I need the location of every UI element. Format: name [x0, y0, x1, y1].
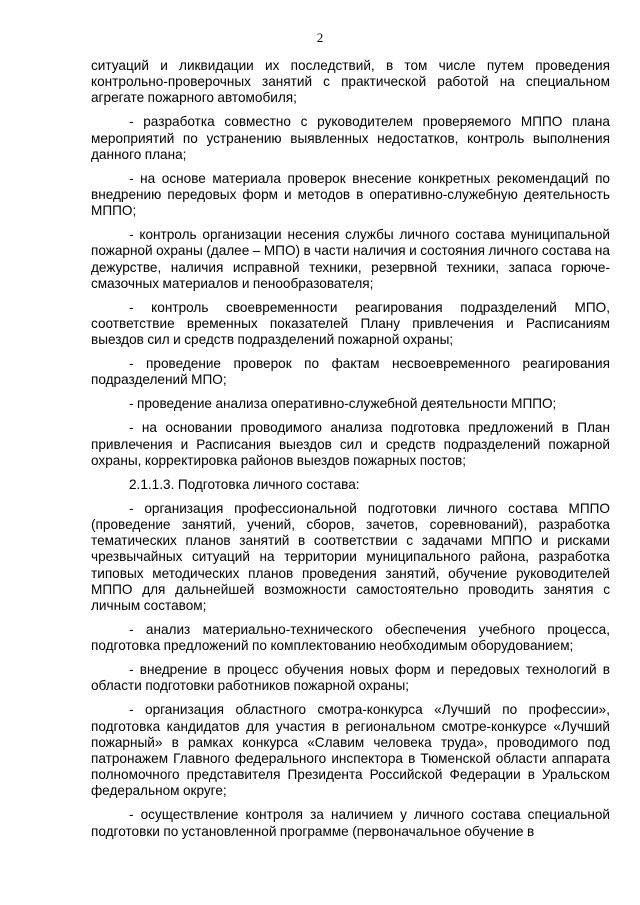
paragraph: - внедрение в процесс обучения новых форм и передовых технологий в области подготовки работников пожарной охраны;: [91, 662, 610, 694]
paragraph: - организация профессиональной подготовки личного состава МППО (проведение занятий, учений, сборов, зачетов, соревнований), разработка тематических планов занятий в соответствии с задачами МППО и рисками чрезвычайных ситуаций на территории муниципального района, разработка типовых методических планов проведения занятий, обучение руководителей МППО для дальнейшей возможности самостоятельно проводить занятия с личным составом;: [91, 500, 610, 614]
paragraph: - контроль организации несения службы личного состава муниципальной пожарной охраны (далее – МПО) в части наличия и состояния личного состава на дежурстве, наличия исправной техники, резервной техники, запаса горюче-смазочных материалов и пенообразователя;: [91, 227, 610, 291]
page-number: 2: [316, 30, 324, 45]
paragraph: - организация областного смотра-конкурса «Лучший по профессии», подготовка кандидатов для участия в региональном смотре-конкурсе «Лучший пожарный» в рамках конкурса «Славим человека труда», проводимого под патронажем Главного федерального инспектора в Тюменской области аппарата полномочного представителя Президента Российской Федерации в Уральском федеральном округе;: [91, 702, 610, 799]
paragraph: - осуществление контроля за наличием у личного состава специальной подготовки по установленной программе (первоначальное обучение в: [91, 807, 610, 839]
paragraph: - разработка совместно с руководителем проверяемого МППО плана мероприятий по устранению выявленных недостатков, контроль выполнения данного плана;: [91, 114, 610, 162]
section-heading: 2.1.1.3. Подготовка личного состава:: [129, 476, 360, 492]
paragraph: - на основе материала проверок внесение конкретных рекомендаций по внедрению передовых форм и методов в оперативно-служебную деятельность МППО;: [91, 170, 610, 219]
paragraph: - анализ материально-технического обеспечения учебного процесса, подготовка предложений по комплектованию необходимым оборудованием;: [91, 622, 610, 654]
paragraph: - проведение анализа оперативно-служебной деятельности МППО;: [129, 396, 557, 412]
paragraph: ситуаций и ликвидации их последствий, в том числе путем проведения контрольно-проверочных занятий с практической работой на специальном агрегате пожарного автомобиля;: [91, 58, 610, 106]
paragraph: - на основании проводимого анализа подготовка предложений в План привлечения и Расписания выездов сил и средств подразделений пожарной охраны, корректировка районов выездов пожарных постов;: [91, 420, 610, 468]
paragraph: - контроль своевременности реагирования подразделений МПО, соответствие временных показателей Плану привлечения и Расписаниям выездов сил и средств подразделений пожарной охраны;: [91, 299, 610, 348]
paragraph: - проведение проверок по фактам несвоевременного реагирования подразделений МПО;: [91, 356, 610, 388]
document-body: [91, 58, 610, 840]
